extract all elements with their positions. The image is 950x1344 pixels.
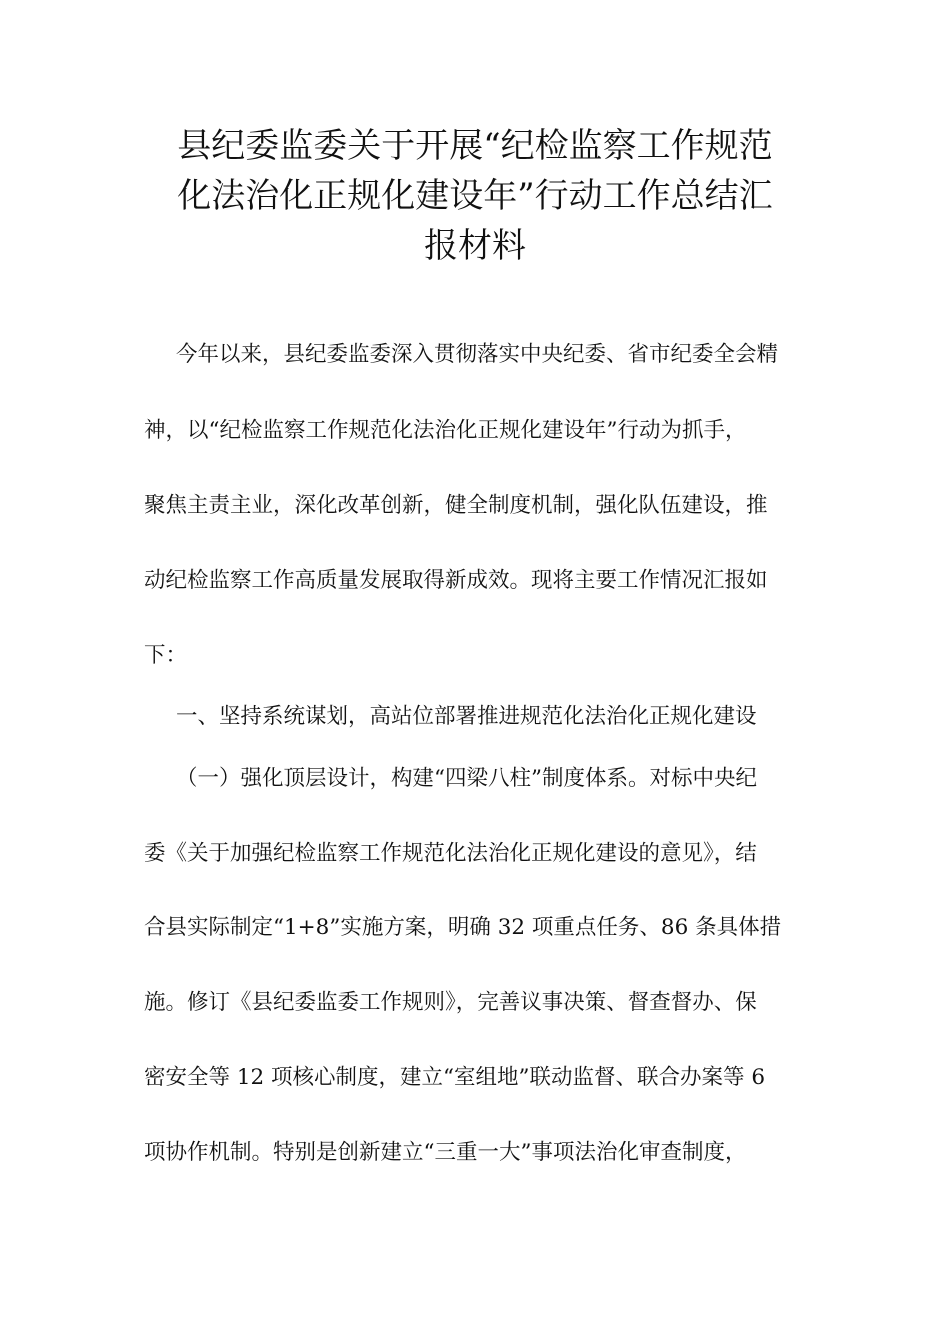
body-line-10: 项协作机制。特别是创新建立“三重一大”事项法治化审查制度， (144, 1140, 747, 1165)
title-line-1: 县纪委监委关于开展“纪检监察工作规范 (177, 126, 773, 166)
document-title (120, 121, 830, 271)
title-line-3: 报材料 (424, 226, 526, 266)
body-line-6: 委《关于加强纪检监察工作规范化法治化正规化建设的意见》，结 (144, 841, 757, 866)
subsection-heading-1: （一）强化顶层设计，构建“四梁八柱”制度体系。对标中央纪 (176, 766, 757, 791)
body-line-5: 下： (144, 643, 188, 668)
body-line-8: 施。修订《县纪委监委工作规则》，完善议事决策、督查督办、保 (144, 990, 757, 1015)
section-heading-1: 一、坚持系统谋划，高站位部署推进规范化法治化正规化建设 (176, 704, 757, 729)
body-line-4: 动纪检监察工作高质量发展取得新成效。现将主要工作情况汇报如 (144, 568, 768, 593)
body-line-1: 今年以来，县纪委监委深入贯彻落实中央纪委、省市纪委全会精 (176, 342, 779, 367)
body-line-3: 聚焦主责主业，深化改革创新，健全制度机制，强化队伍建设，推 (144, 493, 768, 518)
body-line-2: 神，以“纪检监察工作规范化法治化正规化建设年”行动为抓手， (144, 418, 747, 443)
body-line-9: 密安全等 12 项核心制度，建立“室组地”联动监督、联合办案等 6 (144, 1065, 766, 1090)
title-line-2: 化法治化正规化建设年”行动工作总结汇 (177, 176, 773, 216)
body-line-7: 合县实际制定“1+8”实施方案，明确 32 项重点任务、86 条具体措 (144, 915, 782, 940)
